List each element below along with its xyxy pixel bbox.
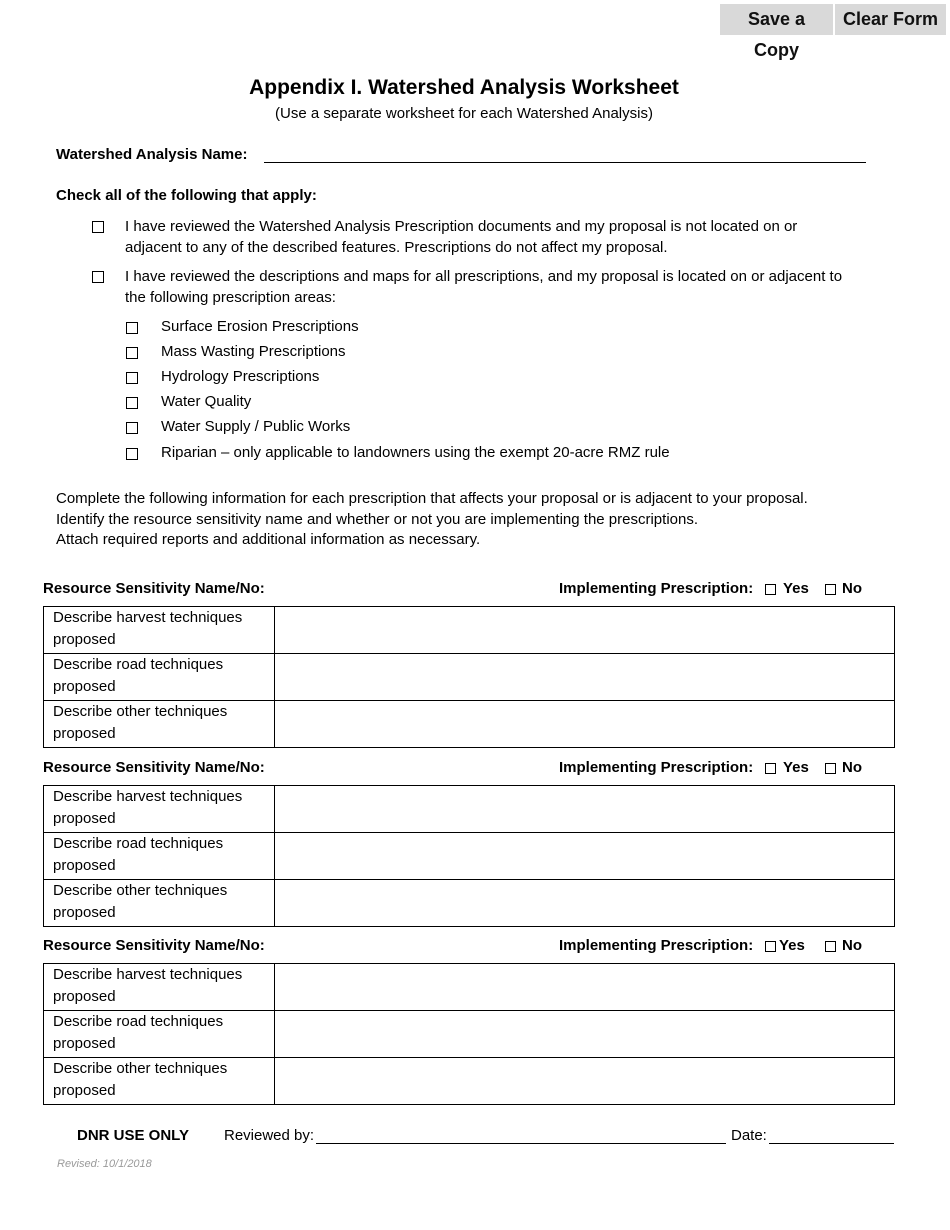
harvest-techniques-label xyxy=(44,964,275,1011)
row-label-line: Describe road techniques xyxy=(53,656,224,673)
area-mass-wasting-checkbox[interactable] xyxy=(126,347,138,359)
implementing-yes-label: Yes xyxy=(783,759,809,776)
row-label-line: proposed xyxy=(53,856,116,874)
row-label-line: Describe other techniques xyxy=(53,703,228,720)
implementing-yes-checkbox[interactable] xyxy=(765,763,776,774)
option-adjacent-line-2: the following prescription areas: xyxy=(125,288,336,306)
watershed-name-input[interactable] xyxy=(264,162,866,163)
watershed-name-label: Watershed Analysis Name: xyxy=(56,146,248,163)
table-row xyxy=(44,1058,895,1105)
dnr-use-only-label: DNR USE ONLY xyxy=(77,1127,189,1144)
area-riparian-checkbox[interactable] xyxy=(126,448,138,460)
row-label-line: Describe harvest techniques xyxy=(53,609,243,626)
row-label-line: Describe other techniques xyxy=(53,1060,228,1077)
instructions xyxy=(56,489,808,551)
techniques-table-1 xyxy=(43,606,895,748)
implementing-yes-label: Yes xyxy=(779,937,805,954)
instruction-line: Identify the resource sensitivity name and whether or not you are implementing the prescriptions. xyxy=(56,510,698,528)
option-adjacent-line-1: I have reviewed the descriptions and maps for all prescriptions, and my proposal is located on or adjacent to xyxy=(125,268,843,285)
harvest-techniques-input[interactable] xyxy=(275,607,895,654)
page-subtitle: (Use a separate worksheet for each Watershed Analysis) xyxy=(275,105,653,122)
area-water-quality-checkbox[interactable] xyxy=(126,397,138,409)
option-not-affected-line-2: adjacent to any of the described features. Prescriptions do not affect my proposal. xyxy=(125,238,668,256)
resource-section-3-header xyxy=(43,937,895,957)
reviewed-by-input[interactable] xyxy=(316,1143,726,1144)
row-label-line: proposed xyxy=(53,677,116,695)
techniques-table-3 xyxy=(43,963,895,1105)
implementing-label: Implementing Prescription: xyxy=(559,580,754,597)
road-techniques-input[interactable] xyxy=(275,654,895,701)
row-label-line: Describe harvest techniques xyxy=(53,966,243,983)
row-label-line: Describe harvest techniques xyxy=(53,788,243,805)
instruction-line: Attach required reports and additional information as necessary. xyxy=(56,531,481,548)
implementing-no-checkbox[interactable] xyxy=(825,763,836,774)
page-title: Appendix I. Watershed Analysis Worksheet xyxy=(249,76,679,99)
table-row xyxy=(44,880,895,927)
other-techniques-label xyxy=(44,880,275,927)
other-techniques-input[interactable] xyxy=(275,1058,895,1105)
row-label-line: Describe other techniques xyxy=(53,882,228,899)
clear-form-button[interactable]: Clear Form xyxy=(835,4,946,35)
option-adjacent-checkbox[interactable] xyxy=(92,271,104,283)
area-water-quality-label: Water Quality xyxy=(161,393,252,410)
road-techniques-label xyxy=(44,833,275,880)
implementing-prescription xyxy=(559,937,753,954)
implementing-yes-checkbox[interactable] xyxy=(765,584,776,595)
road-techniques-label xyxy=(44,1011,275,1058)
harvest-techniques-label xyxy=(44,607,275,654)
other-techniques-input[interactable] xyxy=(275,880,895,927)
row-label-line: proposed xyxy=(53,987,116,1005)
area-water-supply-label: Water Supply / Public Works xyxy=(161,418,351,435)
row-label-line: proposed xyxy=(53,630,116,648)
table-row xyxy=(44,833,895,880)
resource-name-label: Resource Sensitivity Name/No: xyxy=(43,580,265,597)
area-riparian-label: Riparian – only applicable to landowners using the exempt 20-acre RMZ rule xyxy=(161,444,670,461)
resource-section-2-header xyxy=(43,759,895,779)
option-not-affected-text xyxy=(125,217,797,258)
implementing-no-checkbox[interactable] xyxy=(825,584,836,595)
harvest-techniques-input[interactable] xyxy=(275,786,895,833)
road-techniques-input[interactable] xyxy=(275,833,895,880)
resource-name-label: Resource Sensitivity Name/No: xyxy=(43,937,265,954)
row-label-line: Describe road techniques xyxy=(53,835,224,852)
table-row xyxy=(44,964,895,1011)
implementing-no-label: No xyxy=(842,759,862,776)
revised-date: Revised: 10/1/2018 xyxy=(57,1158,152,1170)
harvest-techniques-input[interactable] xyxy=(275,964,895,1011)
resource-section-1-header xyxy=(43,580,895,600)
row-label-line: proposed xyxy=(53,1034,116,1052)
other-techniques-label xyxy=(44,1058,275,1105)
resource-name-label: Resource Sensitivity Name/No: xyxy=(43,759,265,776)
table-row xyxy=(44,607,895,654)
date-input[interactable] xyxy=(769,1143,894,1144)
reviewed-by-label: Reviewed by: xyxy=(224,1127,315,1144)
row-label-line: Describe road techniques xyxy=(53,1013,224,1030)
table-row xyxy=(44,701,895,748)
option-not-affected-line-1: I have reviewed the Watershed Analysis Prescription documents and my proposal is not located on or xyxy=(125,218,798,235)
row-label-line: proposed xyxy=(53,903,116,921)
implementing-label: Implementing Prescription: xyxy=(559,937,754,954)
area-surface-erosion-checkbox[interactable] xyxy=(126,322,138,334)
save-copy-button[interactable]: Save a Copy xyxy=(720,4,833,35)
road-techniques-label xyxy=(44,654,275,701)
option-adjacent-text xyxy=(125,267,842,308)
table-row xyxy=(44,654,895,701)
implementing-label: Implementing Prescription: xyxy=(559,759,754,776)
techniques-table-2 xyxy=(43,785,895,927)
table-row xyxy=(44,786,895,833)
area-mass-wasting-label: Mass Wasting Prescriptions xyxy=(161,343,346,360)
option-not-affected-checkbox[interactable] xyxy=(92,221,104,233)
row-label-line: proposed xyxy=(53,809,116,827)
table-row xyxy=(44,1011,895,1058)
area-hydrology-checkbox[interactable] xyxy=(126,372,138,384)
implementing-no-label: No xyxy=(842,580,862,597)
harvest-techniques-label xyxy=(44,786,275,833)
row-label-line: proposed xyxy=(53,724,116,742)
implementing-no-label: No xyxy=(842,937,862,954)
date-label: Date: xyxy=(731,1127,767,1144)
area-water-supply-checkbox[interactable] xyxy=(126,422,138,434)
row-label-line: proposed xyxy=(53,1081,116,1099)
area-surface-erosion-label: Surface Erosion Prescriptions xyxy=(161,318,359,335)
implementing-yes-label: Yes xyxy=(783,580,809,597)
implementing-prescription xyxy=(559,759,753,776)
other-techniques-label xyxy=(44,701,275,748)
road-techniques-input[interactable] xyxy=(275,1011,895,1058)
other-techniques-input[interactable] xyxy=(275,701,895,748)
checklist-heading: Check all of the following that apply: xyxy=(56,187,317,204)
implementing-yes-checkbox[interactable] xyxy=(765,941,776,952)
area-hydrology-label: Hydrology Prescriptions xyxy=(161,368,320,385)
implementing-prescription xyxy=(559,580,753,597)
instruction-line: Complete the following information for each prescription that affects your proposal or is adjacent to your proposal. xyxy=(56,490,808,507)
implementing-no-checkbox[interactable] xyxy=(825,941,836,952)
